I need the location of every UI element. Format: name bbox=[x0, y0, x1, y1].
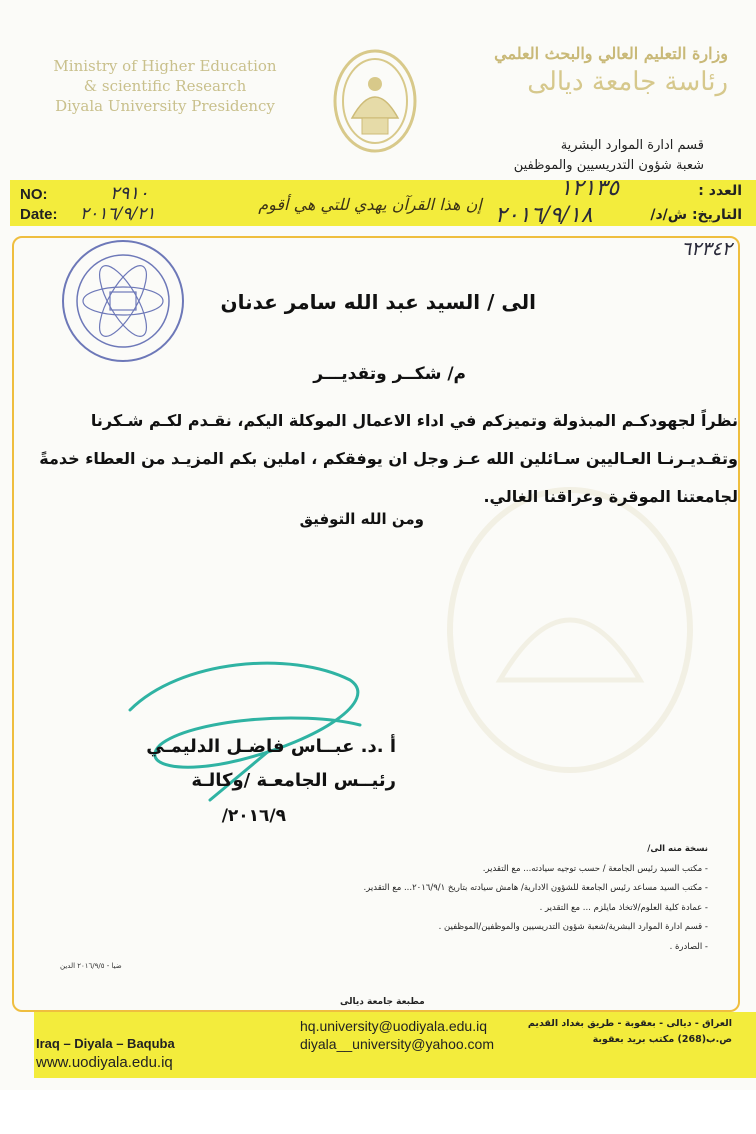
english-header bbox=[30, 56, 300, 116]
subject: م/ شكــر وتقديـــر bbox=[313, 364, 466, 384]
body-line: نظراً لجهودكـم المبذولة وتميزكم في اداء الاعمال الموكلة اليكم، نقـدم لكـم شـكرنا bbox=[90, 411, 738, 430]
copy-item: - قسم ادارة الموارد البشرية/شعبة شؤون التدريسيين والموظفين/الموظفين . bbox=[438, 922, 708, 932]
research-en: & scientific Research bbox=[83, 77, 247, 95]
closing-phrase: ومن الله التوفيق bbox=[299, 510, 424, 528]
copy-item: - الصادرة . bbox=[669, 941, 708, 952]
footer-website[interactable]: www.uodiyala.edu.iq bbox=[36, 1054, 173, 1071]
presidency-en: Diyala University Presidency bbox=[55, 97, 275, 115]
quran-verse-calligraphy bbox=[250, 186, 490, 220]
arabic-header bbox=[428, 44, 728, 97]
official-stamp-icon bbox=[58, 236, 188, 366]
footer-address-ar bbox=[512, 1016, 732, 1048]
ministry-ar: وزارة التعليم العالي والبحث العلمي bbox=[494, 44, 728, 63]
date-label: Date: bbox=[20, 206, 58, 223]
department-line: قسم ادارة الموارد البشرية bbox=[560, 138, 704, 153]
date-label-ar: التاريخ: ش/د/ bbox=[650, 207, 742, 223]
body-line: وتقـديـرنـا العـاليين سـائلين الله عـز وجل ان يوفقكم ، املين بكم المزيـد من العطاء خدمةً bbox=[39, 449, 738, 468]
copy-item: - مكتب السيد مساعد رئيس الجامعة للشؤون الادارية/ هامش سيادته بتاريخ ٢٠١٦/٩/١... مع التقدير. bbox=[363, 883, 708, 893]
press-name: مطبعة جامعة ديالى bbox=[340, 997, 425, 1007]
footer-email[interactable]: hq.university@uodiyala.edu.iq bbox=[300, 1018, 487, 1034]
no-value: ٢٩١٠ bbox=[110, 183, 149, 204]
signature-date: ٢٠١٦/٩/ bbox=[221, 806, 286, 826]
ministry-en: Ministry of Higher Education bbox=[53, 57, 277, 75]
date-value: ٢٠١٦/٩/٢١ bbox=[80, 204, 156, 224]
letter-body bbox=[18, 402, 738, 516]
copies-list bbox=[148, 840, 708, 957]
number-label-ar: العدد : bbox=[698, 183, 742, 199]
number-value-ar: ١٢١٣٥ bbox=[560, 176, 620, 201]
recipient: الى / السيد عبد الله سامر عدنان bbox=[220, 290, 536, 314]
signer-block bbox=[146, 730, 396, 798]
department-block bbox=[404, 136, 704, 176]
signer-name: أ .د. عبــاس فاضـل الدليمـي bbox=[146, 736, 396, 757]
no-label: NO: bbox=[20, 186, 48, 203]
address-line: العراق - ديالى - بعقوبة - طريق بغداد القديم bbox=[527, 1018, 732, 1029]
address-line: ص.ب(268) مكتب بريد بعقوبة bbox=[592, 1034, 732, 1045]
handwritten-reference: ٦٢٣٤٢ bbox=[680, 238, 732, 260]
division-line: شعبة شؤون التدريسيين والموظفين bbox=[513, 158, 704, 173]
quran-verse-text: إن هذا القرآن يهدي للتي هي أقوم bbox=[258, 195, 482, 214]
footer-location: Iraq – Diyala – Baquba bbox=[36, 1036, 175, 1051]
footer-email[interactable]: diyala__university@yahoo.com bbox=[300, 1036, 494, 1052]
typist-note: ضيا - ٢٠١٦/٩/٥ الدين bbox=[60, 962, 122, 970]
copy-item: - مكتب السيد رئيس الجامعة / حسب توجيه سيادته... مع التقدير. bbox=[482, 863, 708, 874]
copies-heading: نسخة منه الى/ bbox=[647, 844, 708, 854]
signer-title: رئيــس الجامعـة /وكالـة bbox=[191, 770, 396, 791]
date-value-ar: ٢٠١٦/٩/١٨ bbox=[495, 203, 593, 228]
copy-item: - عمادة كلية العلوم/لاتخاذ مايلزم ... مع التقدير . bbox=[539, 902, 708, 913]
blank-margin bbox=[0, 1090, 756, 1134]
watermark-emblem-icon bbox=[440, 480, 700, 780]
presidency-ar: رئاسة جامعة ديالى bbox=[527, 67, 728, 97]
body-line: لجامعتنا الموقرة وعراقنا الغالي. bbox=[483, 487, 738, 506]
footer-emails bbox=[300, 1017, 494, 1053]
